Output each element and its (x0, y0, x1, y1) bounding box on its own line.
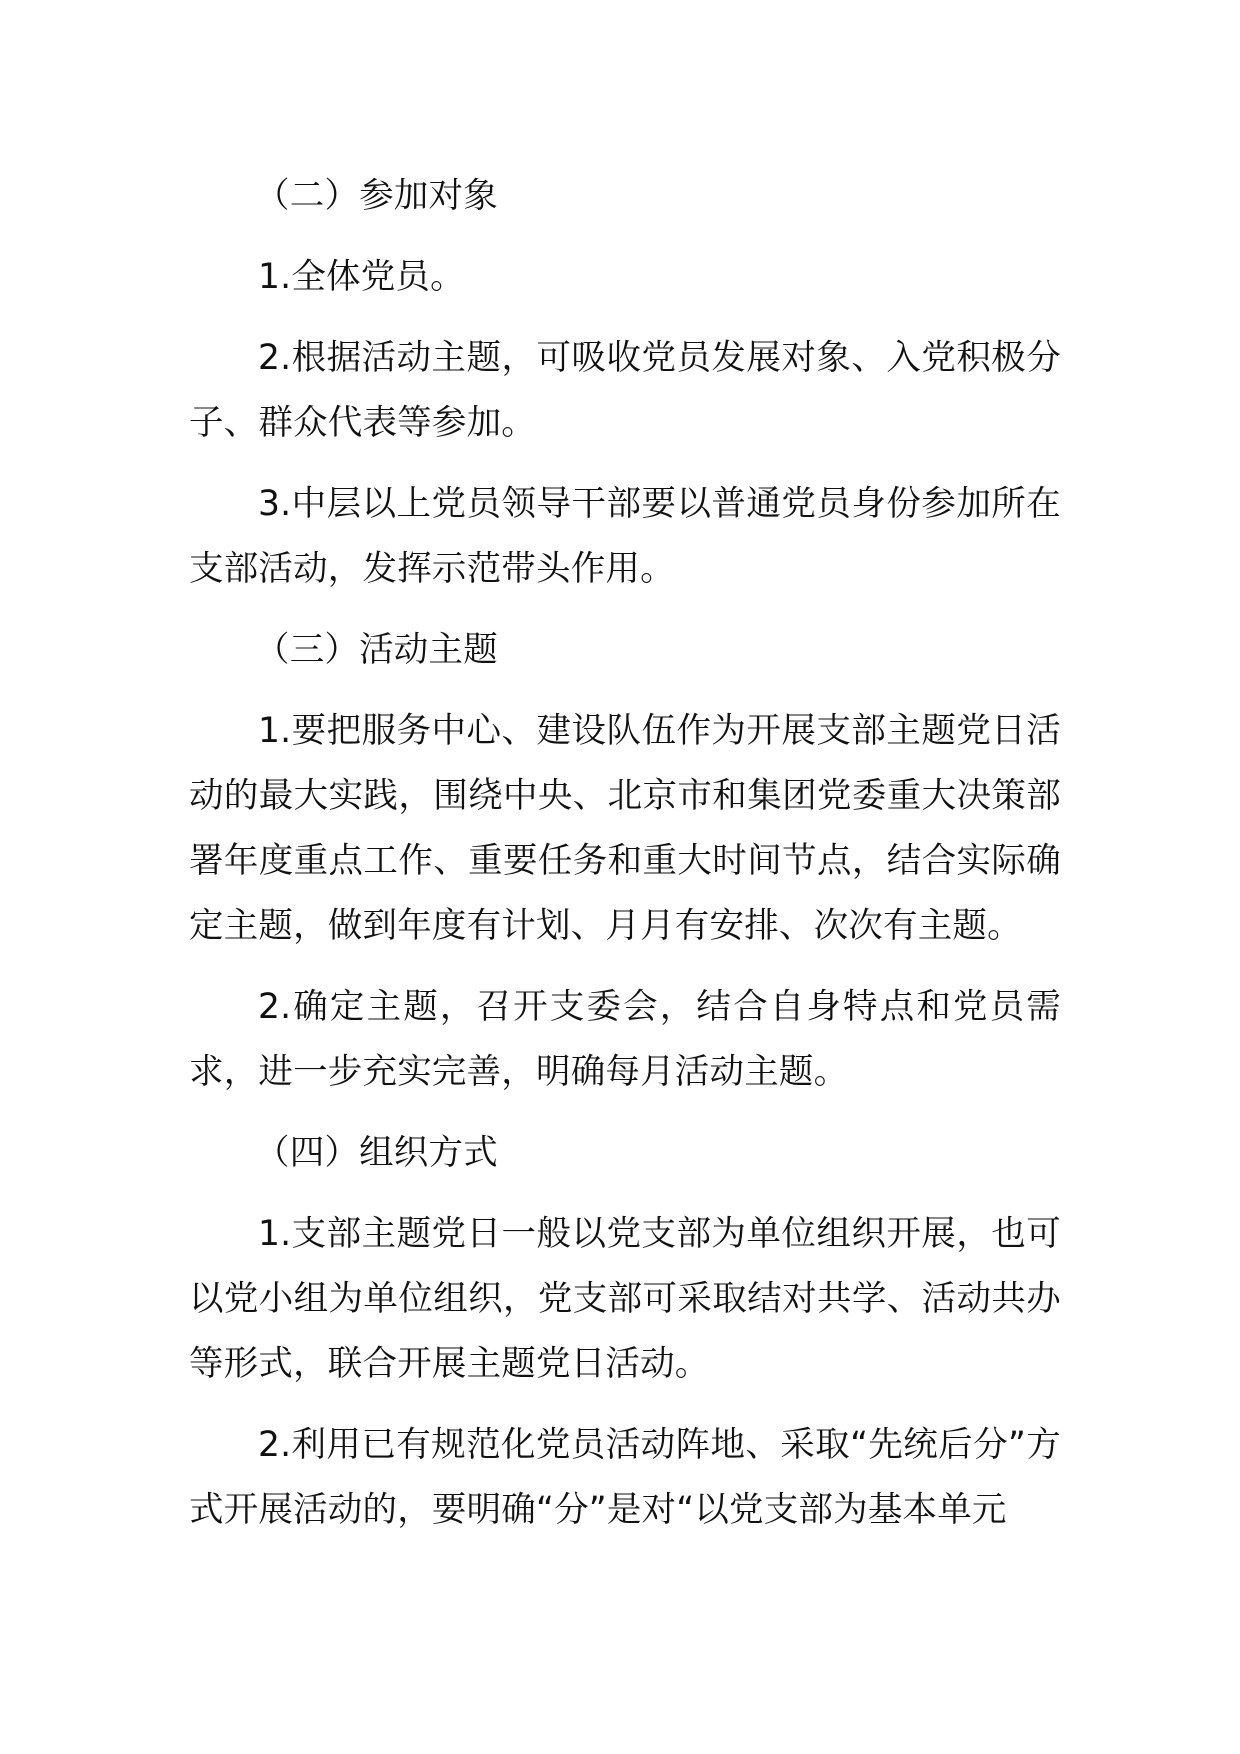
section-heading-participants: （二）参加对象 (255, 176, 498, 216)
paragraph: 2.确定主题，召开支委会，结合自身特点和党员需求，进一步充实完善，明确每月活动主题。 (189, 987, 1061, 1092)
paragraph: 1.支部主题党日一般以党支部为单位组织开展，也可以党小组为单位组织，党支部可采取结对共学、活动共办等形式，联合开展主题党日活动。 (189, 1214, 1061, 1384)
paragraph: 3.中层以上党员领导干部要以普通党员身份参加所在支部活动，发挥示范带头作用。 (189, 484, 1061, 589)
paragraph: 1.要把服务中心、建设队伍作为开展支部主题党日活动的最大实践，围绕中央、北京市和集团党委重大决策部署年度重点工作、重要任务和重大时间节点，结合实际确定主题，做到年度有计划、月月有安排、次次有主题。 (189, 711, 1061, 946)
paragraph: 2.根据活动主题，可吸收党员发展对象、入党积极分子、群众代表等参加。 (189, 338, 1061, 443)
section-heading-theme: （三）活动主题 (255, 630, 498, 670)
section-heading-organization: （四）组织方式 (255, 1133, 498, 1173)
document-body (189, 164, 1061, 1559)
paragraph: 1.全体党员。 (258, 257, 465, 297)
paragraph: 2.利用已有规范化党员活动阵地、采取“先统后分”方式开展活动的，要明确“分”是对“以党支部为基本单元 (189, 1425, 1061, 1530)
